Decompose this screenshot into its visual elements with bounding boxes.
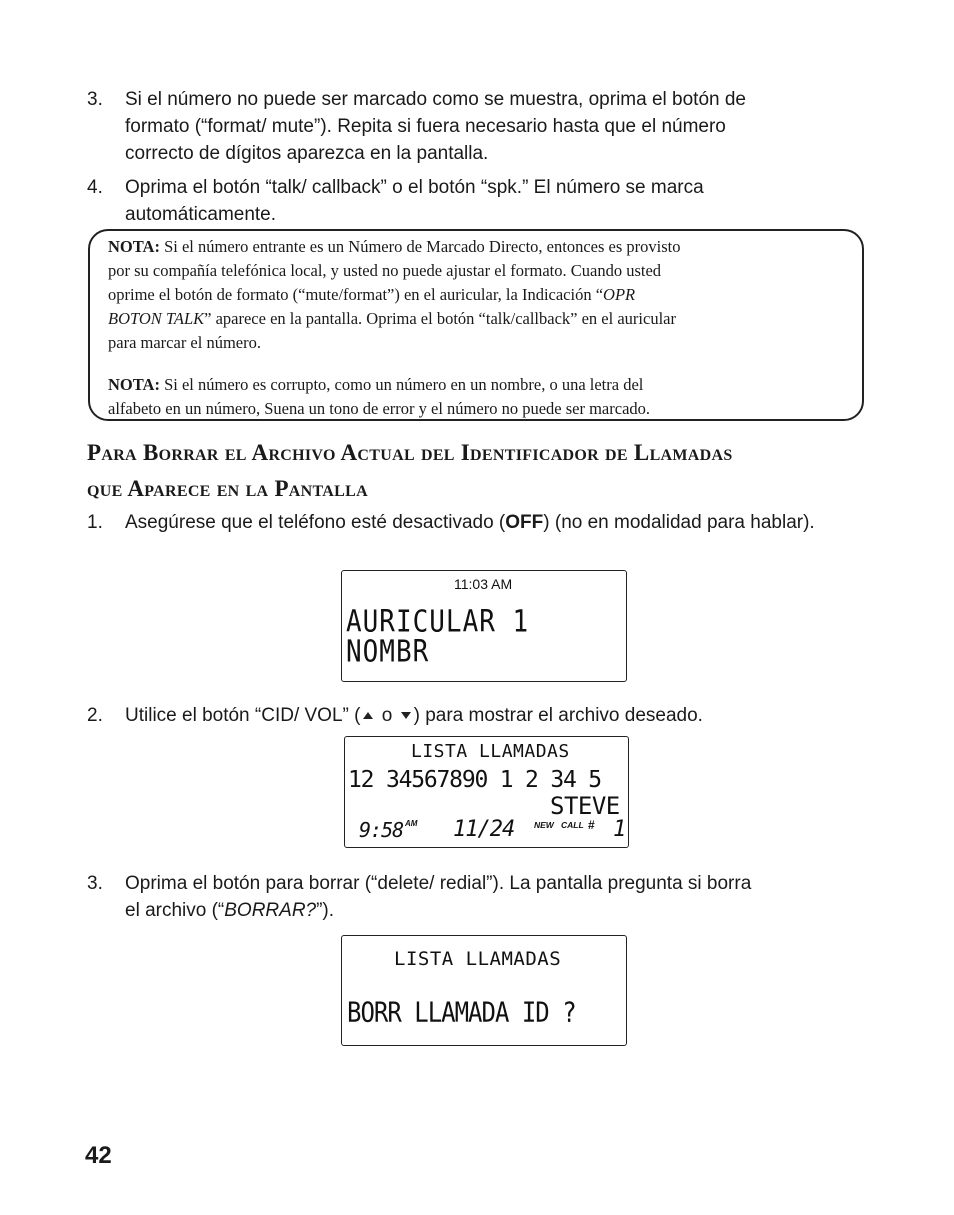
step-number: 3. [87, 89, 103, 110]
step-text: Utilice el botón “CID/ VOL” ( o ) para mostrar el archivo deseado. [125, 705, 703, 726]
lcd-new: NEW [534, 820, 554, 830]
step-number: 3. [87, 873, 103, 894]
step-line: Oprima el botón para borrar (“delete/ redial”). La pantalla pregunta si borra [125, 873, 752, 894]
section-heading-line2: que Aparece en la Pantalla [87, 476, 368, 501]
step-number: 1. [87, 512, 103, 533]
page-number: 42 [85, 1142, 112, 1169]
note-line: alfabeto en un número, Suena un tono de error y el número no puede ser marcado. [108, 399, 651, 418]
lcd-am: AM [405, 819, 418, 828]
step-line: Oprima el botón “talk/ callback” o el botón “spk.” El número se marca [125, 177, 704, 198]
arrow-down-icon [401, 712, 411, 719]
arrow-up-icon [363, 712, 373, 719]
step-line: automáticamente. [125, 204, 277, 225]
note-line: por su compañía telefónica local, y usted no puede ajustar el formato. Cuando usted [108, 261, 662, 280]
lcd-line-2: NOMBR [346, 635, 430, 670]
lcd-call: CALL [561, 820, 584, 830]
section-heading-line1: Para Borrar el Archivo Actual del Identificador de Llamadas [87, 440, 733, 465]
step-line: formato (“format/ mute”). Repita si fuera necesario hasta que el número [125, 116, 726, 137]
borrar-prompt: BORRAR? [224, 900, 317, 921]
note-1 [108, 235, 844, 355]
lcd-line-1: AURICULAR 1 [346, 605, 530, 640]
lcd-count: 1 [613, 817, 627, 842]
off-label: OFF [505, 512, 544, 533]
lcd-hash: # [588, 818, 595, 832]
note-line: oprime el botón de formato (“mute/format”) en el auricular, la Indicación “OPR [108, 285, 636, 304]
note-label: NOTA: [108, 237, 160, 256]
note-line: BOTON TALK” aparece en la pantalla. Oprima el botón “talk/callback” en el auricular [108, 309, 676, 328]
lcd-display-2 [344, 736, 629, 848]
lcd-title: LISTA LLAMADAS [394, 948, 562, 970]
step-number: 4. [87, 177, 103, 198]
step-text: Asegúrese que el teléfono esté desactivado (OFF) (no en modalidad para hablar). [125, 512, 815, 533]
note-line: para marcar el número. [108, 333, 261, 352]
step-text [125, 870, 751, 924]
lcd-time: 11:03 AM [454, 576, 513, 592]
note-line: NOTA: Si el número entrante es un Número de Marcado Directo, entonces es provisto [108, 237, 681, 256]
lcd-display-1 [341, 570, 627, 682]
lcd-name: STEVE [550, 792, 620, 820]
step-line: correcto de dígitos aparezca en la pantalla. [125, 143, 489, 164]
note-2 [108, 373, 844, 421]
step-text [125, 86, 746, 167]
note-label: NOTA: [108, 375, 160, 394]
note-line: NOTA: Si el número es corrupto, como un número en un nombre, o una letra del [108, 375, 644, 394]
lcd-call-time: 9:58 [359, 818, 404, 842]
step-number: 2. [87, 705, 103, 726]
lcd-confirm-line: BORR LLAMADA ID ? [347, 996, 576, 1029]
lcd-date: 11/24 [453, 817, 515, 842]
lcd-display-3 [341, 935, 627, 1046]
step-line: Si el número no puede ser marcado como se muestra, oprima el botón de [125, 89, 746, 110]
step-text [125, 174, 704, 228]
lcd-number: 12 34567890 1 2 34 5 [348, 767, 601, 793]
step-line: el archivo (“BORRAR?”). [125, 900, 335, 921]
lcd-title: LISTA LLAMADAS [411, 741, 570, 762]
